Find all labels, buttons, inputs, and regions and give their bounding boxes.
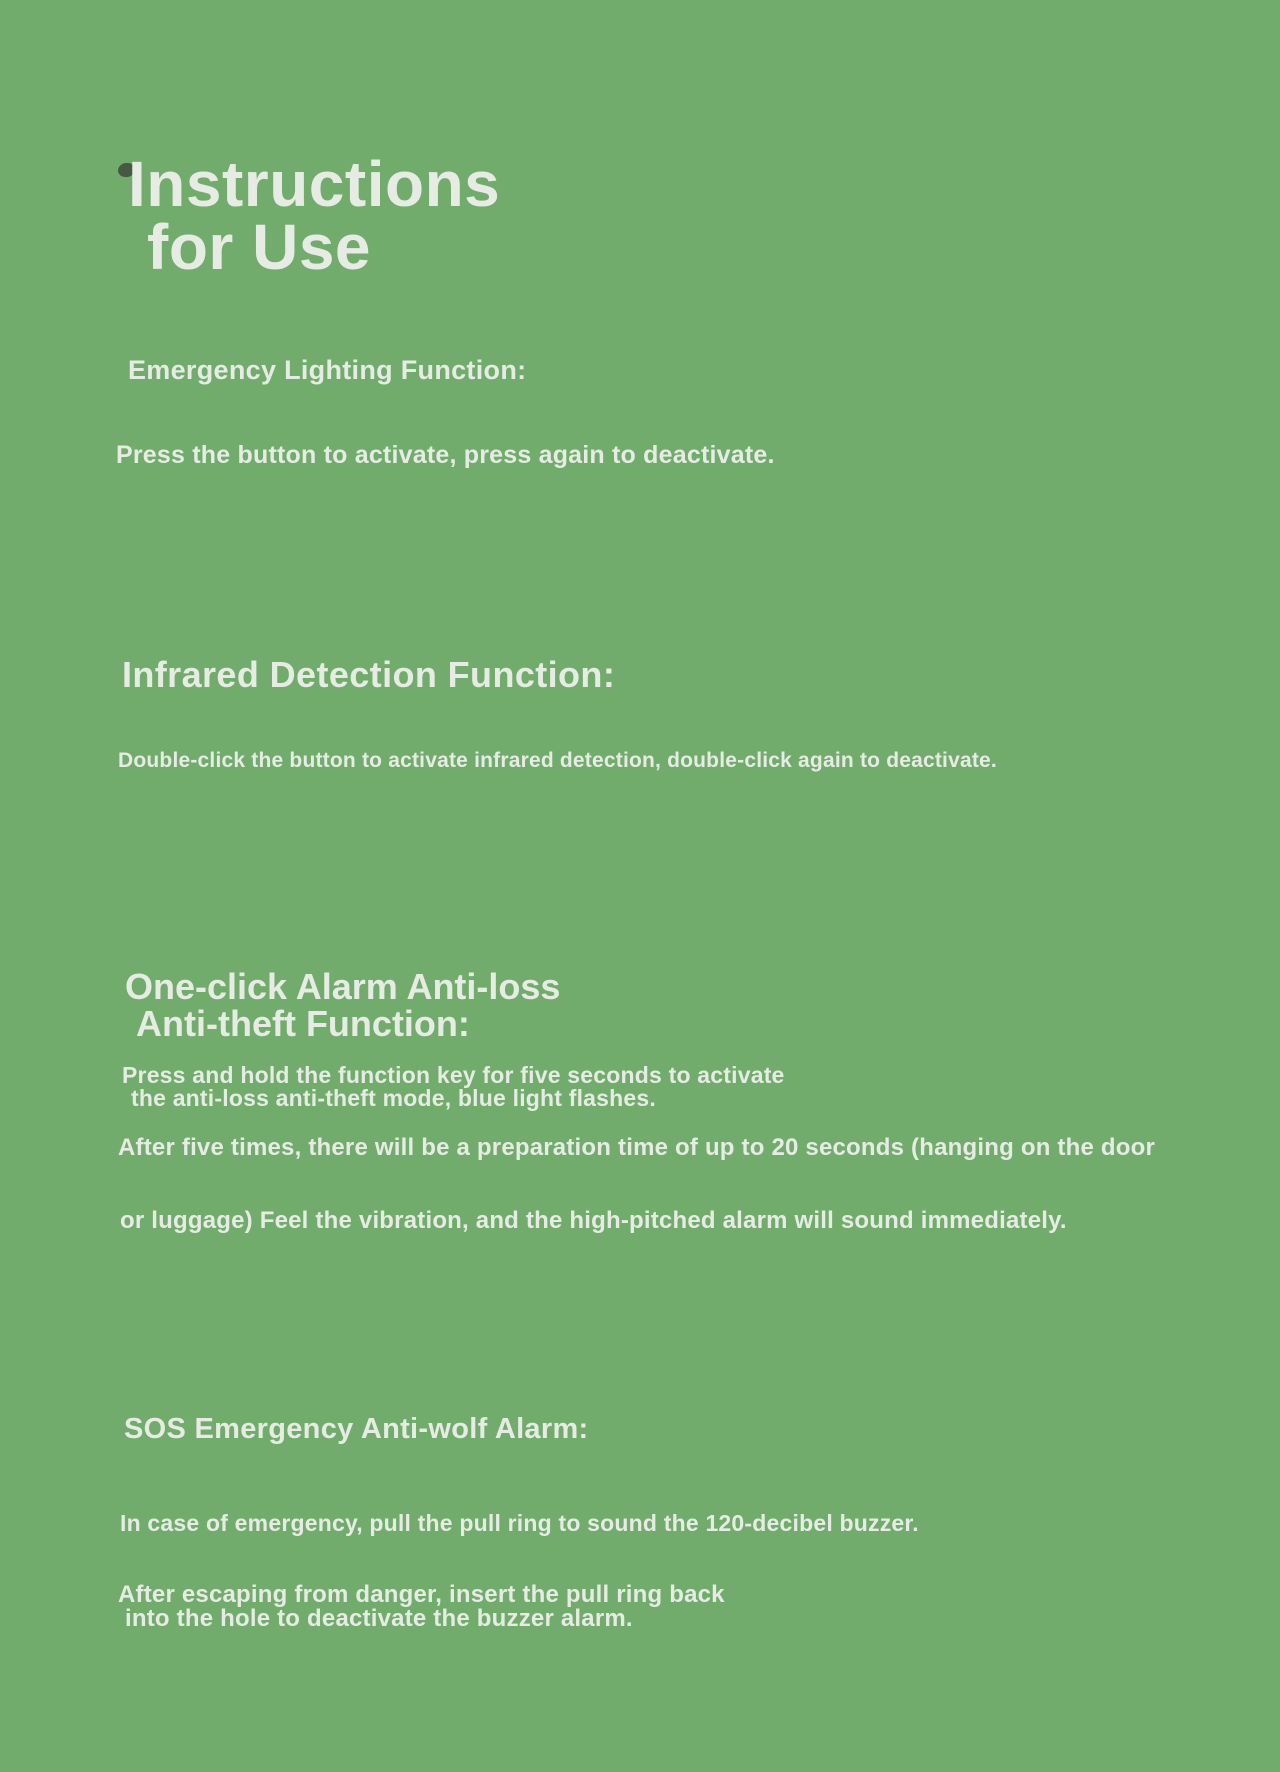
section-text: Double-click the button to activate infrared detection, double-click again to deactivate. xyxy=(118,749,997,772)
section-text: into the hole to deactivate the buzzer alarm. xyxy=(125,1605,633,1632)
page-title-line-2: for Use xyxy=(147,211,371,283)
section-text: or luggage) Feel the vibration, and the high-pitched alarm will sound immediately. xyxy=(120,1207,1067,1234)
section-text: Press the button to activate, press again to deactivate. xyxy=(116,441,775,469)
section-text: In case of emergency, pull the pull ring to sound the 120-decibel buzzer. xyxy=(120,1510,919,1536)
section-text: After escaping from danger, insert the pull ring back xyxy=(118,1581,725,1608)
section-heading: Emergency Lighting Function: xyxy=(128,355,527,385)
section-heading: Infrared Detection Function: xyxy=(122,654,616,695)
section-text: the anti-loss anti-theft mode, blue light flashes. xyxy=(131,1085,656,1111)
page-title-line-1: Instructions xyxy=(128,148,501,220)
section-text: Press and hold the function key for five seconds to activate xyxy=(122,1062,785,1088)
section-heading: SOS Emergency Anti-wolf Alarm: xyxy=(124,1413,589,1445)
section-heading-line-1: One-click Alarm Anti-loss xyxy=(125,966,561,1007)
section-heading-line-2: Anti-theft Function: xyxy=(136,1003,470,1044)
section-text: After five times, there will be a preparation time of up to 20 seconds (hanging on the door xyxy=(118,1134,1156,1161)
